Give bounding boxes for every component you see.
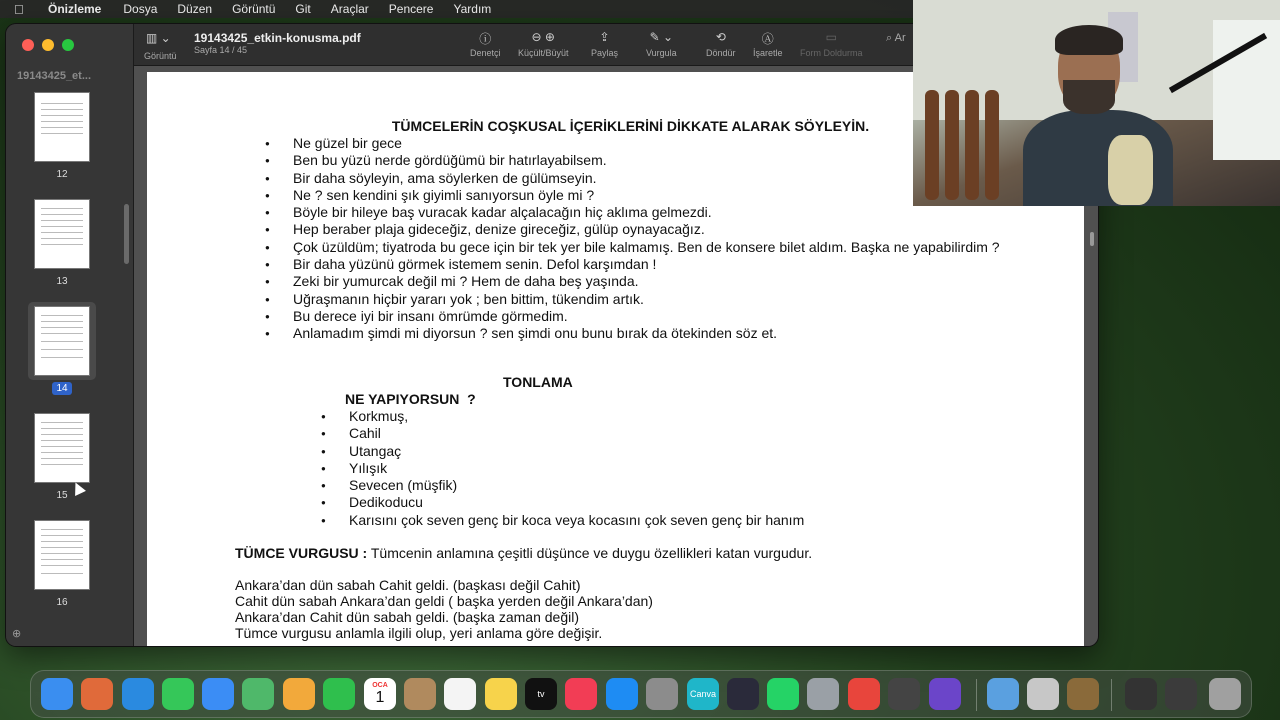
tone-list xyxy=(315,408,915,529)
dock-divider xyxy=(976,679,977,711)
share-label: Paylaş xyxy=(591,48,619,58)
list-item: ● Bir daha söyleyin, ama söylerken de gülümseyin. xyxy=(259,170,1019,187)
highlight-button[interactable] xyxy=(646,30,677,58)
calendar-day: 1 xyxy=(375,688,385,706)
zoom-button[interactable] xyxy=(518,30,569,58)
list-item: ● Hep beraber plaja gideceğiz, denize gireceğiz, gülüp oynayacağız. xyxy=(259,221,1019,238)
dock-app-finder[interactable] xyxy=(41,678,73,710)
tumce-vurgusu-text: Tümcenin anlamına çeşitli düşünce ve duygu özellikleri katan vurgudur. xyxy=(367,545,813,561)
page-thumbnail-14[interactable] xyxy=(34,306,90,376)
sidebar-scrollbar[interactable] xyxy=(124,204,129,264)
dock-app-preview[interactable] xyxy=(987,678,1019,710)
presenter xyxy=(1023,25,1173,206)
dock-app-disk-utility[interactable] xyxy=(807,678,839,710)
dock-app-music[interactable] xyxy=(565,678,597,710)
highlight-label: Vurgula xyxy=(646,48,677,58)
rotate-label: Döndür xyxy=(706,48,736,58)
menu-app-name[interactable]: Önizleme xyxy=(48,2,102,16)
inspector-button[interactable] xyxy=(470,30,501,58)
markup-label: İşaretle xyxy=(753,48,783,58)
dock-app-trash[interactable] xyxy=(1209,678,1241,710)
document-title: 19143425_etkin-konusma.pdf xyxy=(194,31,361,45)
share-button[interactable] xyxy=(591,30,618,58)
dock-app-facetime[interactable] xyxy=(323,678,355,710)
room-window xyxy=(1213,20,1280,160)
thumbnail-sidebar xyxy=(6,24,134,646)
list-item: ● Ne güzel bir gece xyxy=(259,135,1019,152)
page-number-16: 16 xyxy=(56,597,68,608)
dock-app-screen-app[interactable] xyxy=(1027,678,1059,710)
info-icon: ⓘ xyxy=(479,32,492,46)
list-item: ● Uğraşmanın hiçbir yararı yok ; ben bittim, tükendim artık. xyxy=(259,291,1019,308)
dock-app-canva[interactable] xyxy=(687,678,719,710)
dock-app-video-app[interactable] xyxy=(1165,678,1197,710)
close-window-button[interactable] xyxy=(22,39,34,51)
example-line: Ankara’dan Cahit dün sabah geldi. (başka zaman değil) xyxy=(235,609,579,625)
menu-item-window[interactable]: Pencere xyxy=(388,2,434,16)
list-item: ● Bir daha yüzünü görmek istemem senin. Defol karşımdan ! xyxy=(259,256,1019,273)
dock-app-apple-tv[interactable] xyxy=(525,678,557,710)
page-number-14-badge: 14 xyxy=(52,382,71,395)
zoom-label: Küçült/Büyüt xyxy=(518,48,569,58)
canva-icon: Canva xyxy=(689,689,716,699)
list-item: ● Böyle bir hileye baş vuracak kadar alçalacağın hiç aklıma gelmezdi. xyxy=(259,204,1019,221)
tumce-vurgusu-label: TÜMCE VURGUSU : xyxy=(235,545,368,561)
tumce-vurgusu-paragraph xyxy=(235,545,812,562)
markup-button[interactable] xyxy=(753,30,783,58)
minimize-window-button[interactable] xyxy=(42,39,54,51)
document-scrollbar[interactable] xyxy=(1090,232,1094,246)
share-icon: ⇪ xyxy=(599,30,610,44)
list-item: ● Anlamadım şimdi mi diyorsun ? sen şimdi onu bunu bırak da ötekinden söz et. xyxy=(259,325,1019,342)
list-item: ● Ne ? sen kendini şık giyimli sanıyorsun öyle mi ? xyxy=(259,187,1019,204)
list-item: ● Utangaç xyxy=(315,443,915,460)
page-thumbnail-13[interactable] xyxy=(34,199,90,269)
dock-app-notes[interactable] xyxy=(485,678,517,710)
page-thumbnail-15[interactable] xyxy=(34,413,90,483)
dock-app-chrome[interactable] xyxy=(848,678,880,710)
dock-app-audio-app[interactable] xyxy=(1125,678,1157,710)
dock-app-launchpad[interactable] xyxy=(81,678,113,710)
dock-app-game-app[interactable] xyxy=(1067,678,1099,710)
example-line: Ankara’dan dün sabah Cahit geldi. (başkası değil Cahit) xyxy=(235,577,581,593)
menu-item-file[interactable]: Dosya xyxy=(123,2,158,16)
sidebar-title: 19143425_et... xyxy=(17,70,92,82)
apple-tv-icon: tv xyxy=(537,689,545,699)
dock-app-maps[interactable] xyxy=(242,678,274,710)
view-label: Görüntü xyxy=(144,51,177,61)
page-thumbnail-16[interactable] xyxy=(34,520,90,590)
markup-icon: Ⓐ xyxy=(761,32,774,46)
form-filling-label: Form Doldurma xyxy=(800,48,863,58)
list-item: ● Cahil xyxy=(315,425,915,442)
form-icon: ▭ xyxy=(825,30,837,44)
page-number-14 xyxy=(32,383,92,394)
guitar xyxy=(945,90,959,200)
example-line: Cahit dün sabah Ankara’dan geldi ( başka yerden değil Ankara’dan) xyxy=(235,593,653,609)
webcam-overlay xyxy=(913,0,1280,206)
page-number-15: 15 xyxy=(56,490,68,501)
search-placeholder: Ar xyxy=(894,32,906,44)
example-line: Tümce vurgusu anlamla ilgili olup, yeri anlama göre değişir. xyxy=(235,625,603,641)
list-item: ● Çok üzüldüm; tiyatroda bu gece için bir tek yer bile kalmamış. Ben de konsere bilet aldım. Başka ne yapabilirdim ? xyxy=(259,239,1019,256)
list-item: ● Yılışık xyxy=(315,460,915,477)
dock-app-photos[interactable] xyxy=(283,678,315,710)
dock-app-safari[interactable] xyxy=(122,678,154,710)
page-number-12: 12 xyxy=(56,169,68,180)
zoom-window-button[interactable] xyxy=(62,39,74,51)
list-item: ● Sevecen (müşfik) xyxy=(315,477,915,494)
dock-app-mail[interactable] xyxy=(202,678,234,710)
list-item: ● Korkmuş, xyxy=(315,408,915,425)
page-thumbnail-12[interactable] xyxy=(34,92,90,162)
list-item: ● Bu derece iyi bir insanı ömrümde görmedim. xyxy=(259,308,1019,325)
dock-app-whatsapp[interactable] xyxy=(767,678,799,710)
dock-divider xyxy=(1111,679,1112,711)
menu-item-view[interactable]: Görüntü xyxy=(232,2,276,16)
dock-app-messages[interactable] xyxy=(162,678,194,710)
page-heading: TÜMCELERİN COŞKUSAL İÇERİKLERİNİ DİKKATE ALARAK SÖYLEYİN. xyxy=(391,118,870,134)
list-item: ● Ben bu yüzü nerde gördüğümü bir hatırlayabilsem. xyxy=(259,152,1019,169)
highlight-icon: ✎ ⌄ xyxy=(649,30,674,44)
tonlama-heading: TONLAMA xyxy=(503,374,573,390)
list-item: ● Dedikoducu xyxy=(315,494,915,511)
inspector-label: Denetçi xyxy=(470,48,501,58)
search-field[interactable]: ⌕ Ar xyxy=(886,32,906,44)
page-number-13: 13 xyxy=(56,276,68,287)
dock-app-calendar[interactable] xyxy=(364,678,396,710)
menu-item-help[interactable]: Yardım xyxy=(453,2,492,16)
dock-app-app-store[interactable] xyxy=(606,678,638,710)
dock-app-contacts[interactable] xyxy=(404,678,436,710)
list-item: ● Zeki bir yumurcak değil mi ? Hem de daha beş yaşında. xyxy=(259,273,1019,290)
dock xyxy=(30,670,1252,718)
page-indicator: Sayfa 14 / 45 xyxy=(194,45,248,55)
menu-item-edit[interactable]: Düzen xyxy=(177,2,213,16)
menu-item-tools[interactable]: Araçlar xyxy=(330,2,369,16)
guitar xyxy=(965,90,979,200)
list-item: ● Karısını çok seven genç bir koca veya kocasını çok seven genç bir hanım xyxy=(315,512,915,529)
zoom-icon: ⊖ ⊕ xyxy=(531,30,555,44)
menu-item-go[interactable]: Git xyxy=(295,2,311,16)
sentence-list xyxy=(259,135,1019,343)
add-page-icon[interactable]: ⊕ xyxy=(12,628,22,640)
window-controls xyxy=(22,39,74,51)
sidebar-toggle-icon[interactable]: ▥ ⌄ xyxy=(146,31,171,45)
guitar xyxy=(925,90,939,200)
dock-app-imovie[interactable] xyxy=(929,678,961,710)
rotate-button[interactable] xyxy=(706,30,736,58)
calendar-month: OCA xyxy=(372,681,388,689)
guitar xyxy=(985,90,999,200)
dock-app-obs[interactable] xyxy=(727,678,759,710)
rotate-icon: ⟲ xyxy=(715,30,726,44)
dock-app-calculator[interactable] xyxy=(888,678,920,710)
form-filling-button[interactable] xyxy=(800,30,863,58)
dock-app-system-settings[interactable] xyxy=(646,678,678,710)
dock-app-reminders[interactable] xyxy=(444,678,476,710)
apple-icon[interactable] xyxy=(14,2,28,17)
ne-yapiyorsun-heading: NE YAPIYORSUN ? xyxy=(345,391,476,407)
